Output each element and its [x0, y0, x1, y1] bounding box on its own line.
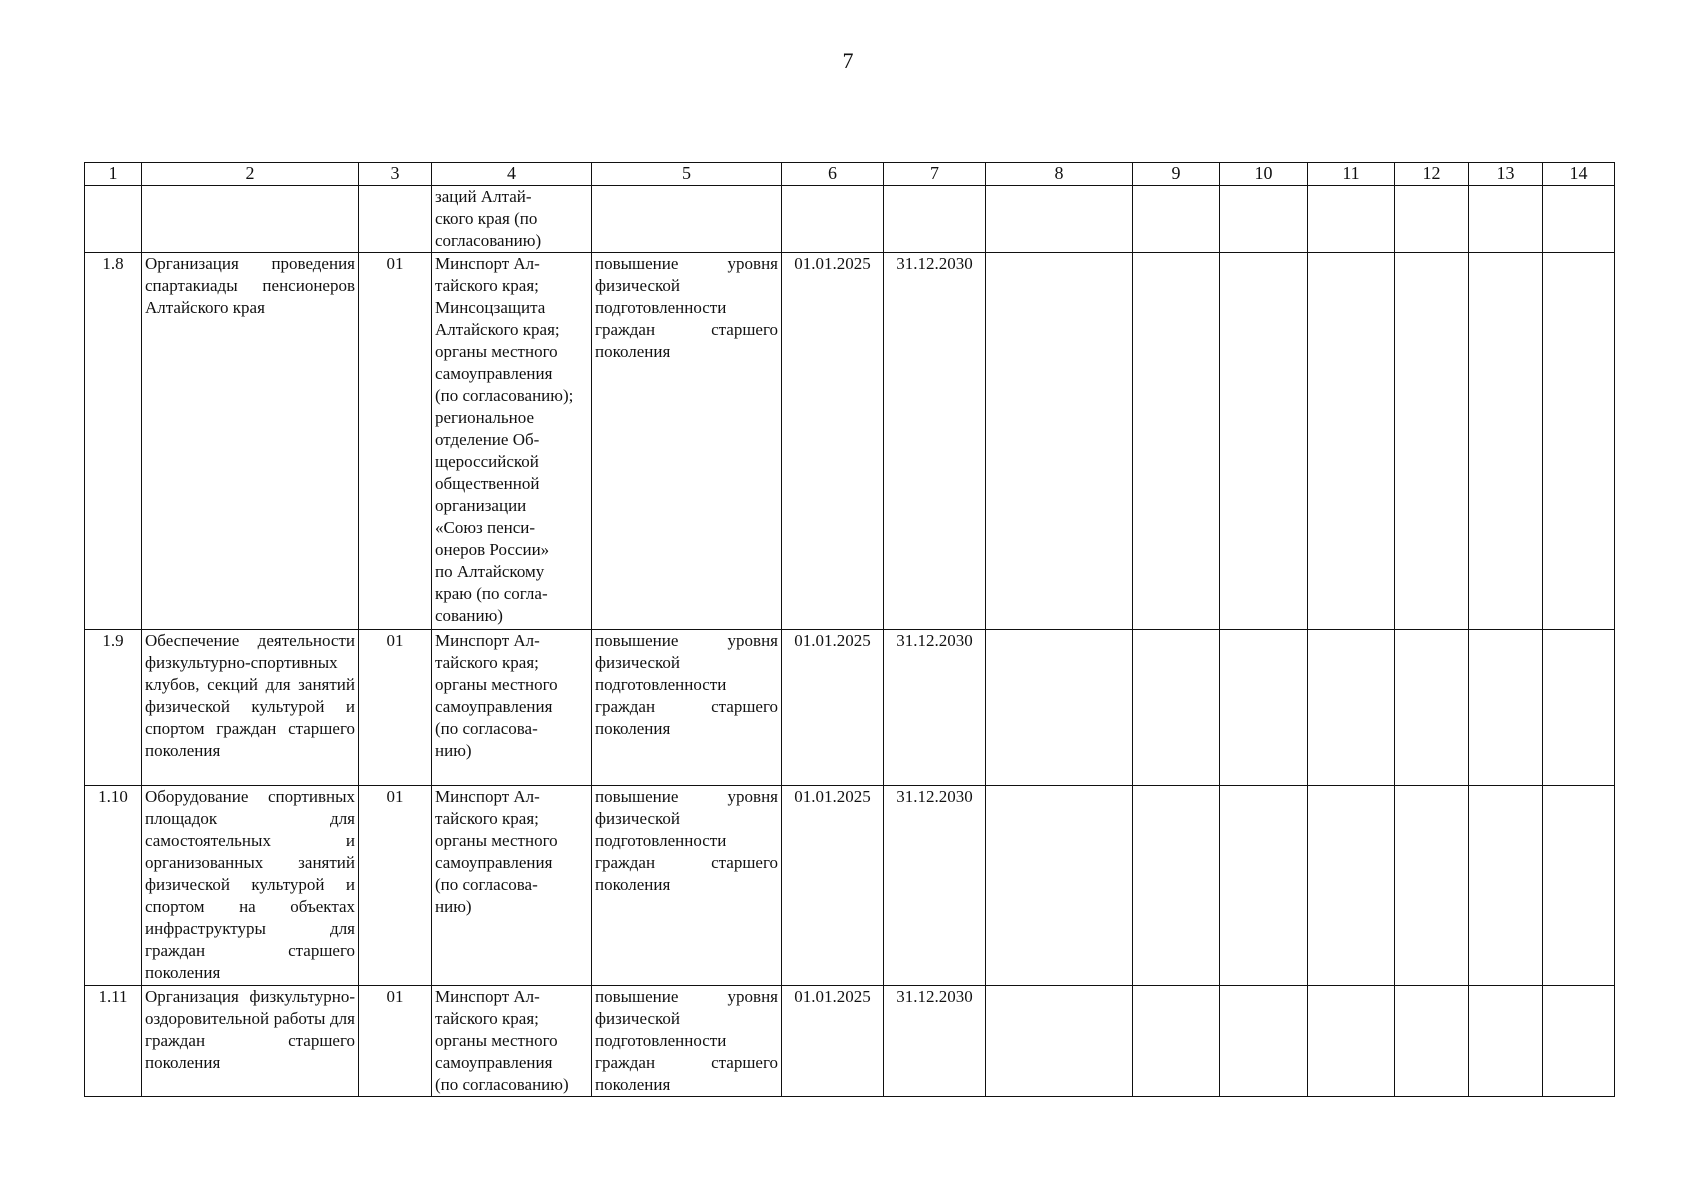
item-col-9	[1133, 986, 1220, 1097]
item-col-10	[1220, 986, 1308, 1097]
item-col-12	[1395, 630, 1469, 786]
page-number: 7	[842, 48, 854, 73]
item-col-14	[1543, 186, 1615, 253]
item-executor: Минспорт Ал- тайского края; Минсоцзащита Алтайского края; органы местного самоуправления (по согласованию); региональное отделение Об- щероссийской общественной организации «Союз пенси- онеров России» по Алтайскому краю (по согла- сованию)	[432, 253, 592, 630]
item-col-14	[1543, 630, 1615, 786]
item-code: 01	[359, 630, 432, 786]
item-end-date: 31.12.2030	[884, 253, 986, 630]
item-col-9	[1133, 630, 1220, 786]
header-cell: 14	[1543, 163, 1615, 186]
item-name	[142, 186, 359, 253]
item-col-12	[1395, 253, 1469, 630]
item-number: 1.10	[85, 786, 142, 986]
plan-table	[84, 162, 1615, 1097]
item-col-11	[1308, 186, 1395, 253]
item-result: повышение уровня физической подготовленности граждан старшего поколения	[592, 786, 782, 986]
header-cell: 7	[884, 163, 986, 186]
table-row	[85, 186, 1615, 253]
item-col-14	[1543, 986, 1615, 1097]
item-col-11	[1308, 630, 1395, 786]
item-result: повышение уровня физической подготовленности граждан старшего поколения	[592, 986, 782, 1097]
header-row	[85, 163, 1615, 186]
item-end-date: 31.12.2030	[884, 630, 986, 786]
header-cell: 3	[359, 163, 432, 186]
item-col-13	[1469, 630, 1543, 786]
item-col-14	[1543, 253, 1615, 630]
item-col-8	[986, 253, 1133, 630]
item-result: повышение уровня физической подготовленности граждан старшего поколения	[592, 630, 782, 786]
header-cell: 13	[1469, 163, 1543, 186]
header-cell: 12	[1395, 163, 1469, 186]
item-col-10	[1220, 186, 1308, 253]
item-code: 01	[359, 786, 432, 986]
item-col-13	[1469, 986, 1543, 1097]
item-start-date: 01.01.2025	[782, 253, 884, 630]
item-col-8	[986, 630, 1133, 786]
item-end-date: 31.12.2030	[884, 986, 986, 1097]
header-cell: 2	[142, 163, 359, 186]
header-cell: 5	[592, 163, 782, 186]
item-name: Оборудование спортивных площадок для самостоятельных и организованных занятий физической культурой и спортом на объектах инфраструктуры для граждан старшего поколения	[142, 786, 359, 986]
item-executor: Минспорт Ал- тайского края; органы местного самоуправления (по согласова- нию)	[432, 786, 592, 986]
item-col-13	[1469, 786, 1543, 986]
header-cell: 6	[782, 163, 884, 186]
header-cell: 9	[1133, 163, 1220, 186]
item-col-10	[1220, 786, 1308, 986]
header-cell: 11	[1308, 163, 1395, 186]
header-cell: 10	[1220, 163, 1308, 186]
header-cell: 4	[432, 163, 592, 186]
item-number: 1.11	[85, 986, 142, 1097]
item-col-8	[986, 186, 1133, 253]
item-col-9	[1133, 186, 1220, 253]
item-col-13	[1469, 186, 1543, 253]
item-start-date: 01.01.2025	[782, 986, 884, 1097]
item-col-14	[1543, 786, 1615, 986]
item-number: 1.9	[85, 630, 142, 786]
table-row	[85, 253, 1615, 630]
item-name: Организация проведения спартакиады пенсионеров Алтайского края	[142, 253, 359, 630]
item-number	[85, 186, 142, 253]
item-name: Организация физкультурно-оздоровительной работы для граждан старшего поколения	[142, 986, 359, 1097]
item-number: 1.8	[85, 253, 142, 630]
header-cell: 8	[986, 163, 1133, 186]
item-col-8	[986, 986, 1133, 1097]
item-start-date: 01.01.2025	[782, 630, 884, 786]
table-row	[85, 786, 1615, 986]
item-start-date	[782, 186, 884, 253]
item-result: повышение уровня физической подготовленности граждан старшего поколения	[592, 253, 782, 630]
item-executor: Минспорт Ал- тайского края; органы местного самоуправления (по согласованию)	[432, 986, 592, 1097]
table-row	[85, 630, 1615, 786]
item-name: Обеспечение деятельности физкультурно-спортивных клубов, секций для занятий физической культурой и спортом граждан старшего поколения	[142, 630, 359, 786]
item-col-12	[1395, 986, 1469, 1097]
item-col-11	[1308, 786, 1395, 986]
item-col-12	[1395, 786, 1469, 986]
item-col-12	[1395, 186, 1469, 253]
item-executor: заций Алтай- ского края (по согласованию)	[432, 186, 592, 253]
item-col-13	[1469, 253, 1543, 630]
item-col-10	[1220, 253, 1308, 630]
header-cell: 1	[85, 163, 142, 186]
item-code: 01	[359, 986, 432, 1097]
item-end-date	[884, 186, 986, 253]
item-executor: Минспорт Ал- тайского края; органы местного самоуправления (по согласова- нию)	[432, 630, 592, 786]
item-result	[592, 186, 782, 253]
item-code: 01	[359, 253, 432, 630]
table-row	[85, 986, 1615, 1097]
item-code	[359, 186, 432, 253]
item-col-9	[1133, 253, 1220, 630]
item-col-11	[1308, 253, 1395, 630]
item-end-date: 31.12.2030	[884, 786, 986, 986]
item-start-date: 01.01.2025	[782, 786, 884, 986]
item-col-10	[1220, 630, 1308, 786]
item-col-8	[986, 786, 1133, 986]
table-header	[85, 163, 1615, 186]
item-col-9	[1133, 786, 1220, 986]
item-col-11	[1308, 986, 1395, 1097]
